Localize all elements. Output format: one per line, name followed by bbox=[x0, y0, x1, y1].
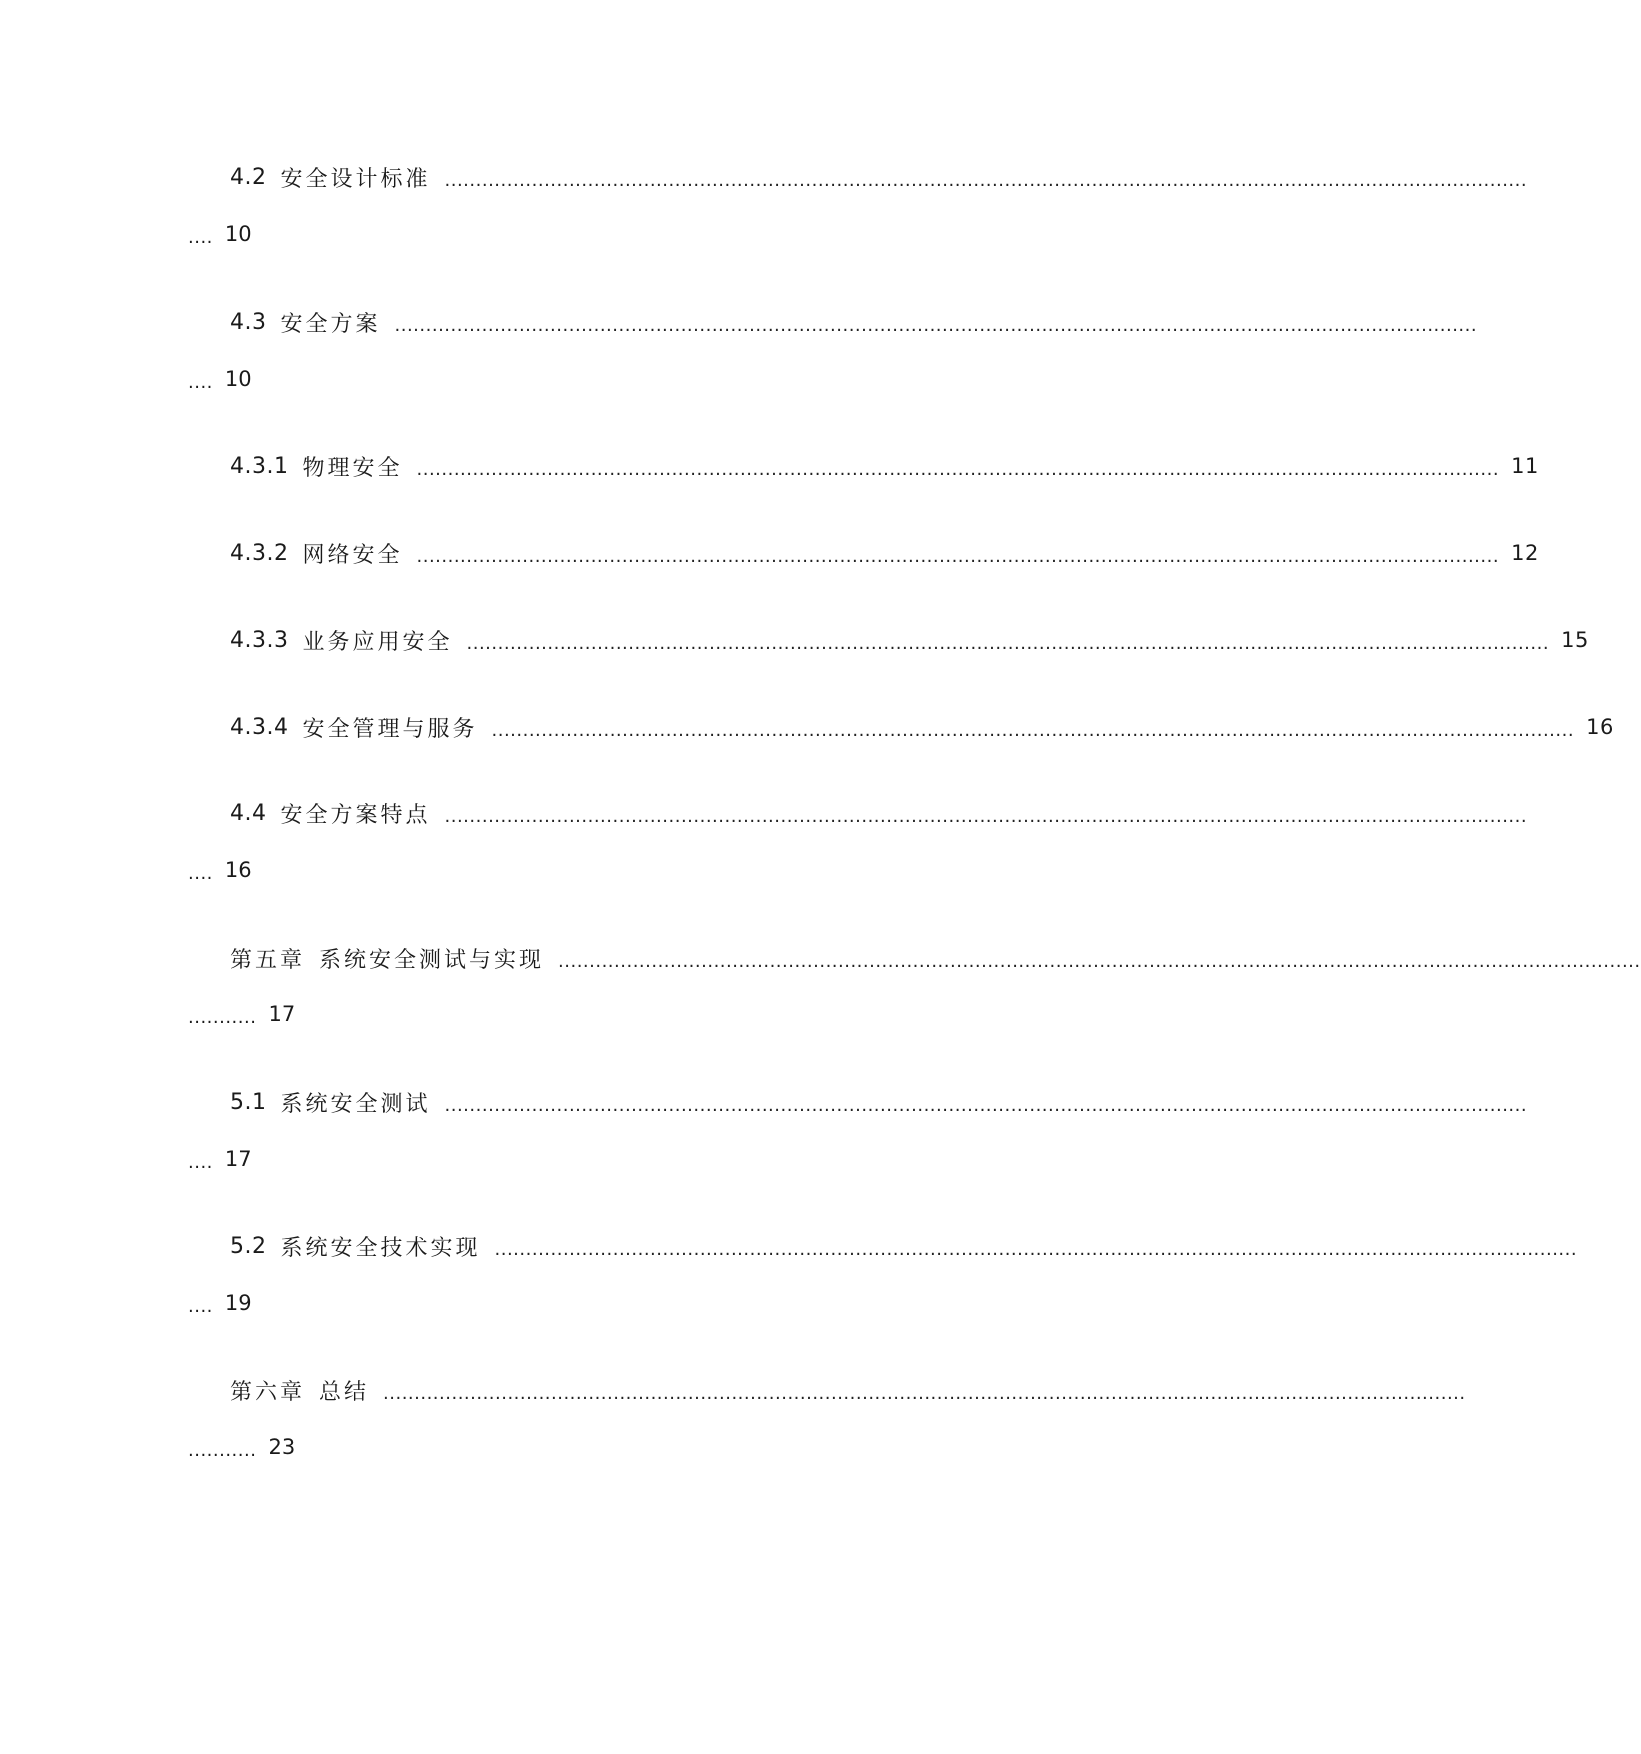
toc-leader: .............................................................................................................................................................................. bbox=[558, 950, 1641, 972]
toc-leader: .............................................................................................................................................................................. bbox=[494, 1238, 1578, 1260]
toc-entry-continuation bbox=[188, 997, 295, 1031]
toc-number: 4.3.1 bbox=[230, 453, 289, 479]
toc-title: 总结 bbox=[319, 1379, 370, 1405]
toc-leader: .... bbox=[188, 371, 213, 393]
toc-title: 安全方案 bbox=[280, 311, 381, 337]
toc-leader: .............................................................................................................................................................................. bbox=[416, 545, 1500, 567]
toc-page-number: 17 bbox=[268, 1002, 296, 1026]
toc-page-number: 10 bbox=[224, 222, 252, 246]
toc-leader: .............................................................................................................................................................................. bbox=[466, 632, 1550, 654]
toc-entry-continuation bbox=[188, 217, 252, 251]
toc-leader: .............................................................................................................................................................................. bbox=[394, 314, 1478, 336]
toc-entry[interactable] bbox=[230, 449, 1539, 483]
toc-page-number: 11 bbox=[1511, 454, 1539, 478]
toc-entry-continuation bbox=[188, 853, 252, 887]
toc-title: 物理安全 bbox=[302, 455, 403, 481]
toc-page-number: 23 bbox=[268, 1435, 296, 1459]
toc-title: 系统安全技术实现 bbox=[280, 1235, 481, 1261]
toc-entry[interactable] bbox=[230, 160, 1528, 194]
toc-entry[interactable] bbox=[230, 1085, 1528, 1119]
toc-entry-continuation bbox=[188, 1430, 295, 1464]
toc-entry[interactable] bbox=[230, 796, 1528, 830]
toc-leader: .............................................................................................................................................................................. bbox=[383, 1382, 1466, 1404]
toc-entry-continuation bbox=[188, 362, 252, 396]
toc-number: 5.1 bbox=[230, 1089, 267, 1115]
toc-leader: ........... bbox=[188, 1439, 257, 1461]
toc-entry-continuation bbox=[188, 1142, 252, 1176]
toc-number: 第六章 bbox=[230, 1379, 306, 1405]
toc-entry[interactable] bbox=[230, 710, 1614, 744]
toc-title: 安全方案特点 bbox=[280, 802, 431, 828]
toc-title: 系统安全测试 bbox=[280, 1091, 431, 1117]
toc-title: 安全设计标准 bbox=[280, 166, 431, 192]
toc-number: 4.4 bbox=[230, 800, 267, 826]
toc-entry[interactable] bbox=[230, 536, 1539, 570]
toc-leader: .............................................................................................................................................................................. bbox=[444, 169, 1528, 191]
toc-title: 系统安全测试与实现 bbox=[319, 947, 545, 973]
toc-leader: .............................................................................................................................................................................. bbox=[491, 719, 1575, 741]
toc-page-number: 19 bbox=[224, 1291, 252, 1315]
toc-leader: ........... bbox=[188, 1006, 257, 1028]
toc-number: 4.3.3 bbox=[230, 627, 289, 653]
toc-entry[interactable] bbox=[230, 623, 1589, 657]
toc-page-number: 10 bbox=[224, 367, 252, 391]
toc-entry[interactable] bbox=[230, 305, 1478, 339]
toc-number: 第五章 bbox=[230, 947, 306, 973]
toc-number: 4.3.4 bbox=[230, 714, 289, 740]
toc-leader: .............................................................................................................................................................................. bbox=[444, 1094, 1528, 1116]
toc-page-number: 17 bbox=[224, 1147, 252, 1171]
toc-number: 4.2 bbox=[230, 164, 267, 190]
toc-leader: .... bbox=[188, 862, 213, 884]
toc-leader: .... bbox=[188, 226, 213, 248]
toc-number: 4.3 bbox=[230, 309, 267, 335]
toc-number: 5.2 bbox=[230, 1233, 267, 1259]
toc-leader: .............................................................................................................................................................................. bbox=[444, 805, 1528, 827]
toc-entry[interactable] bbox=[230, 941, 1641, 975]
toc-page-number: 15 bbox=[1561, 628, 1589, 652]
toc-leader: .... bbox=[188, 1295, 213, 1317]
toc-title: 网络安全 bbox=[302, 542, 403, 568]
toc-entry-continuation bbox=[188, 1286, 252, 1320]
toc-page-number: 12 bbox=[1511, 541, 1539, 565]
toc-leader: .... bbox=[188, 1151, 213, 1173]
toc-entry[interactable] bbox=[230, 1229, 1578, 1263]
toc-number: 4.3.2 bbox=[230, 540, 289, 566]
toc-entry[interactable] bbox=[230, 1373, 1466, 1407]
toc-title: 安全管理与服务 bbox=[302, 716, 478, 742]
toc-title: 业务应用安全 bbox=[302, 629, 453, 655]
toc-leader: .............................................................................................................................................................................. bbox=[416, 458, 1500, 480]
toc-page-number: 16 bbox=[224, 858, 252, 882]
toc-page-number: 16 bbox=[1586, 715, 1614, 739]
